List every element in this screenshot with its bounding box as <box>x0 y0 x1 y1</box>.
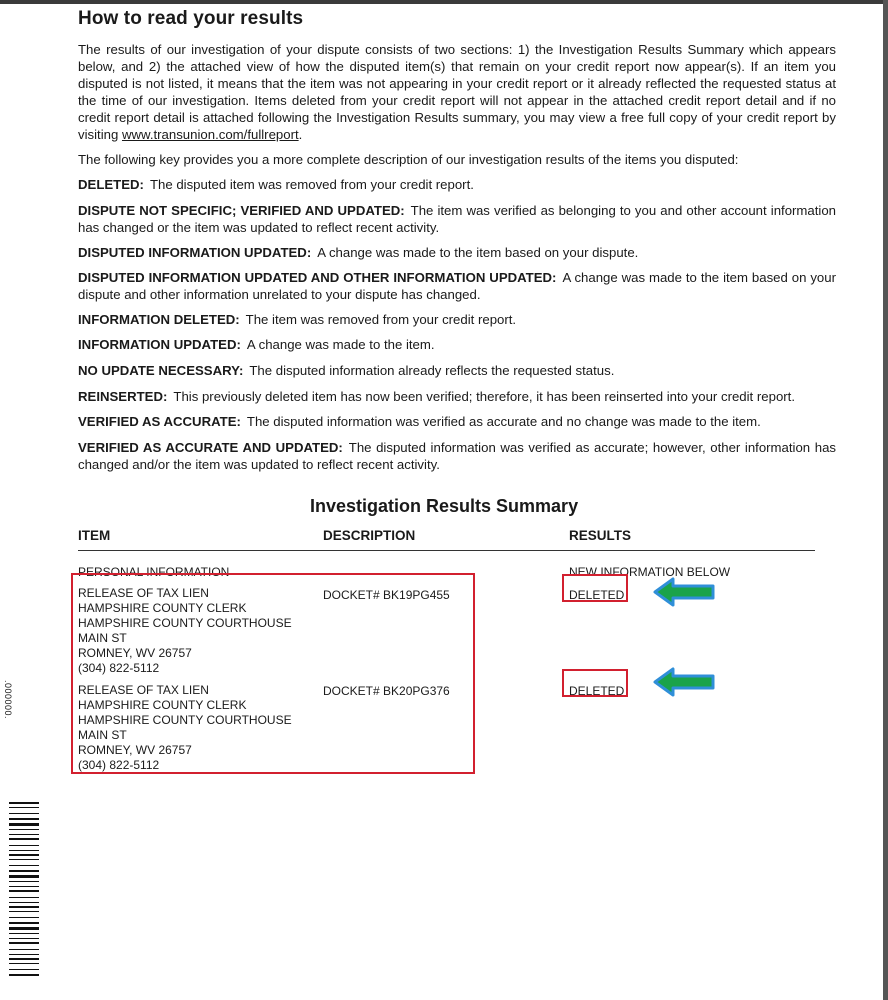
key-term-disputed-and-other-updated: DISPUTED INFORMATION UPDATED AND OTHER INFORMATION UPDATED: A change was made to the item based on your dispute and other information unrelated to your dispute has changed. <box>78 270 836 302</box>
intro-paragraph: The results of our investigation of your dispute consists of two sections: 1) the Investigation Results Summary which appears below, and 2) the attached view of how the disputed item(s) that remain on your credit report now appear(s). If an item you disputed is not listed, it means that the item was not appearing in your credit report or it already reflected the requested status at the time of our investigation. Items deleted from your credit report will not appear in the attached credit report detail and if no credit report detail is attached following the Investigation Results summary, you may view a free full copy of your credit report by visiting www.transunion.com/fullreport. <box>78 42 836 142</box>
barcode <box>9 802 39 977</box>
fullreport-link[interactable]: www.transunion.com/fullreport <box>121 127 299 142</box>
left-arrow-icon <box>653 667 715 697</box>
item-1-creditor: RELEASE OF TAX LIEN HAMPSHIRE COUNTY CLERK HAMPSHIRE COUNTY COURTHOUSE MAIN ST ROMNEY, WV 26757 (304) 822-5112 <box>78 586 292 675</box>
scan-frame-top <box>0 0 888 4</box>
scan-frame-right <box>883 0 888 1000</box>
personal-info-item: PERSONAL INFORMATION <box>78 565 230 579</box>
key-term-verified-accurate: VERIFIED AS ACCURATE: The disputed information was verified as accurate and no change was made to the item. <box>78 414 761 429</box>
item-1-description: DOCKET# BK19PG455 <box>323 588 450 602</box>
key-term-deleted: DELETED: The disputed item was removed from your credit report. <box>78 177 474 192</box>
left-arrow-icon <box>653 577 715 607</box>
item-1-result: DELETED <box>569 588 625 602</box>
header-rule <box>78 550 815 551</box>
key-term-reinserted: REINSERTED: This previously deleted item has now been verified; therefore, it has been reinserted into your credit report. <box>78 389 795 404</box>
column-header-description: DESCRIPTION <box>323 528 416 543</box>
items-highlight-box <box>71 573 475 774</box>
column-header-results: RESULTS <box>569 528 632 543</box>
document-page <box>78 8 838 772</box>
result-2-highlight-box <box>562 669 628 697</box>
side-reference-number: .000000. <box>3 680 13 720</box>
item-2-description: DOCKET# BK20PG376 <box>323 684 450 698</box>
key-term-information-deleted: INFORMATION DELETED: The item was removed from your credit report. <box>78 312 517 327</box>
item-2-creditor: RELEASE OF TAX LIEN HAMPSHIRE COUNTY CLERK HAMPSHIRE COUNTY COURTHOUSE MAIN ST ROMNEY, WV 26757 (304) 822-5112 <box>78 683 292 772</box>
key-term-verified-accurate-updated: VERIFIED AS ACCURATE AND UPDATED: The disputed information was verified as accurate; however, other information has changed and/or the item was updated to reflect recent activity. <box>78 440 836 472</box>
key-term-disputed-info-updated: DISPUTED INFORMATION UPDATED: A change was made to the item based on your dispute. <box>78 245 639 260</box>
summary-title: Investigation Results Summary <box>310 496 579 516</box>
column-header-item: ITEM <box>78 528 111 543</box>
item-2-result: DELETED <box>569 684 625 698</box>
page-title: How to read your results <box>78 8 304 29</box>
result-1-highlight-box <box>562 574 628 602</box>
key-term-no-update-necessary: NO UPDATE NECESSARY: The disputed information already reflects the requested status. <box>78 363 615 378</box>
key-intro: The following key provides you a more complete description of our investigation results of the items you disputed: <box>78 152 739 167</box>
key-term-dispute-not-specific: DISPUTE NOT SPECIFIC; VERIFIED AND UPDATED: The item was verified as belonging to you and other account information has changed or the item was updated to reflect recent activity. <box>78 203 836 235</box>
key-term-information-updated: INFORMATION UPDATED: A change was made to the item. <box>78 337 435 352</box>
personal-info-result: NEW INFORMATION BELOW <box>569 565 731 579</box>
